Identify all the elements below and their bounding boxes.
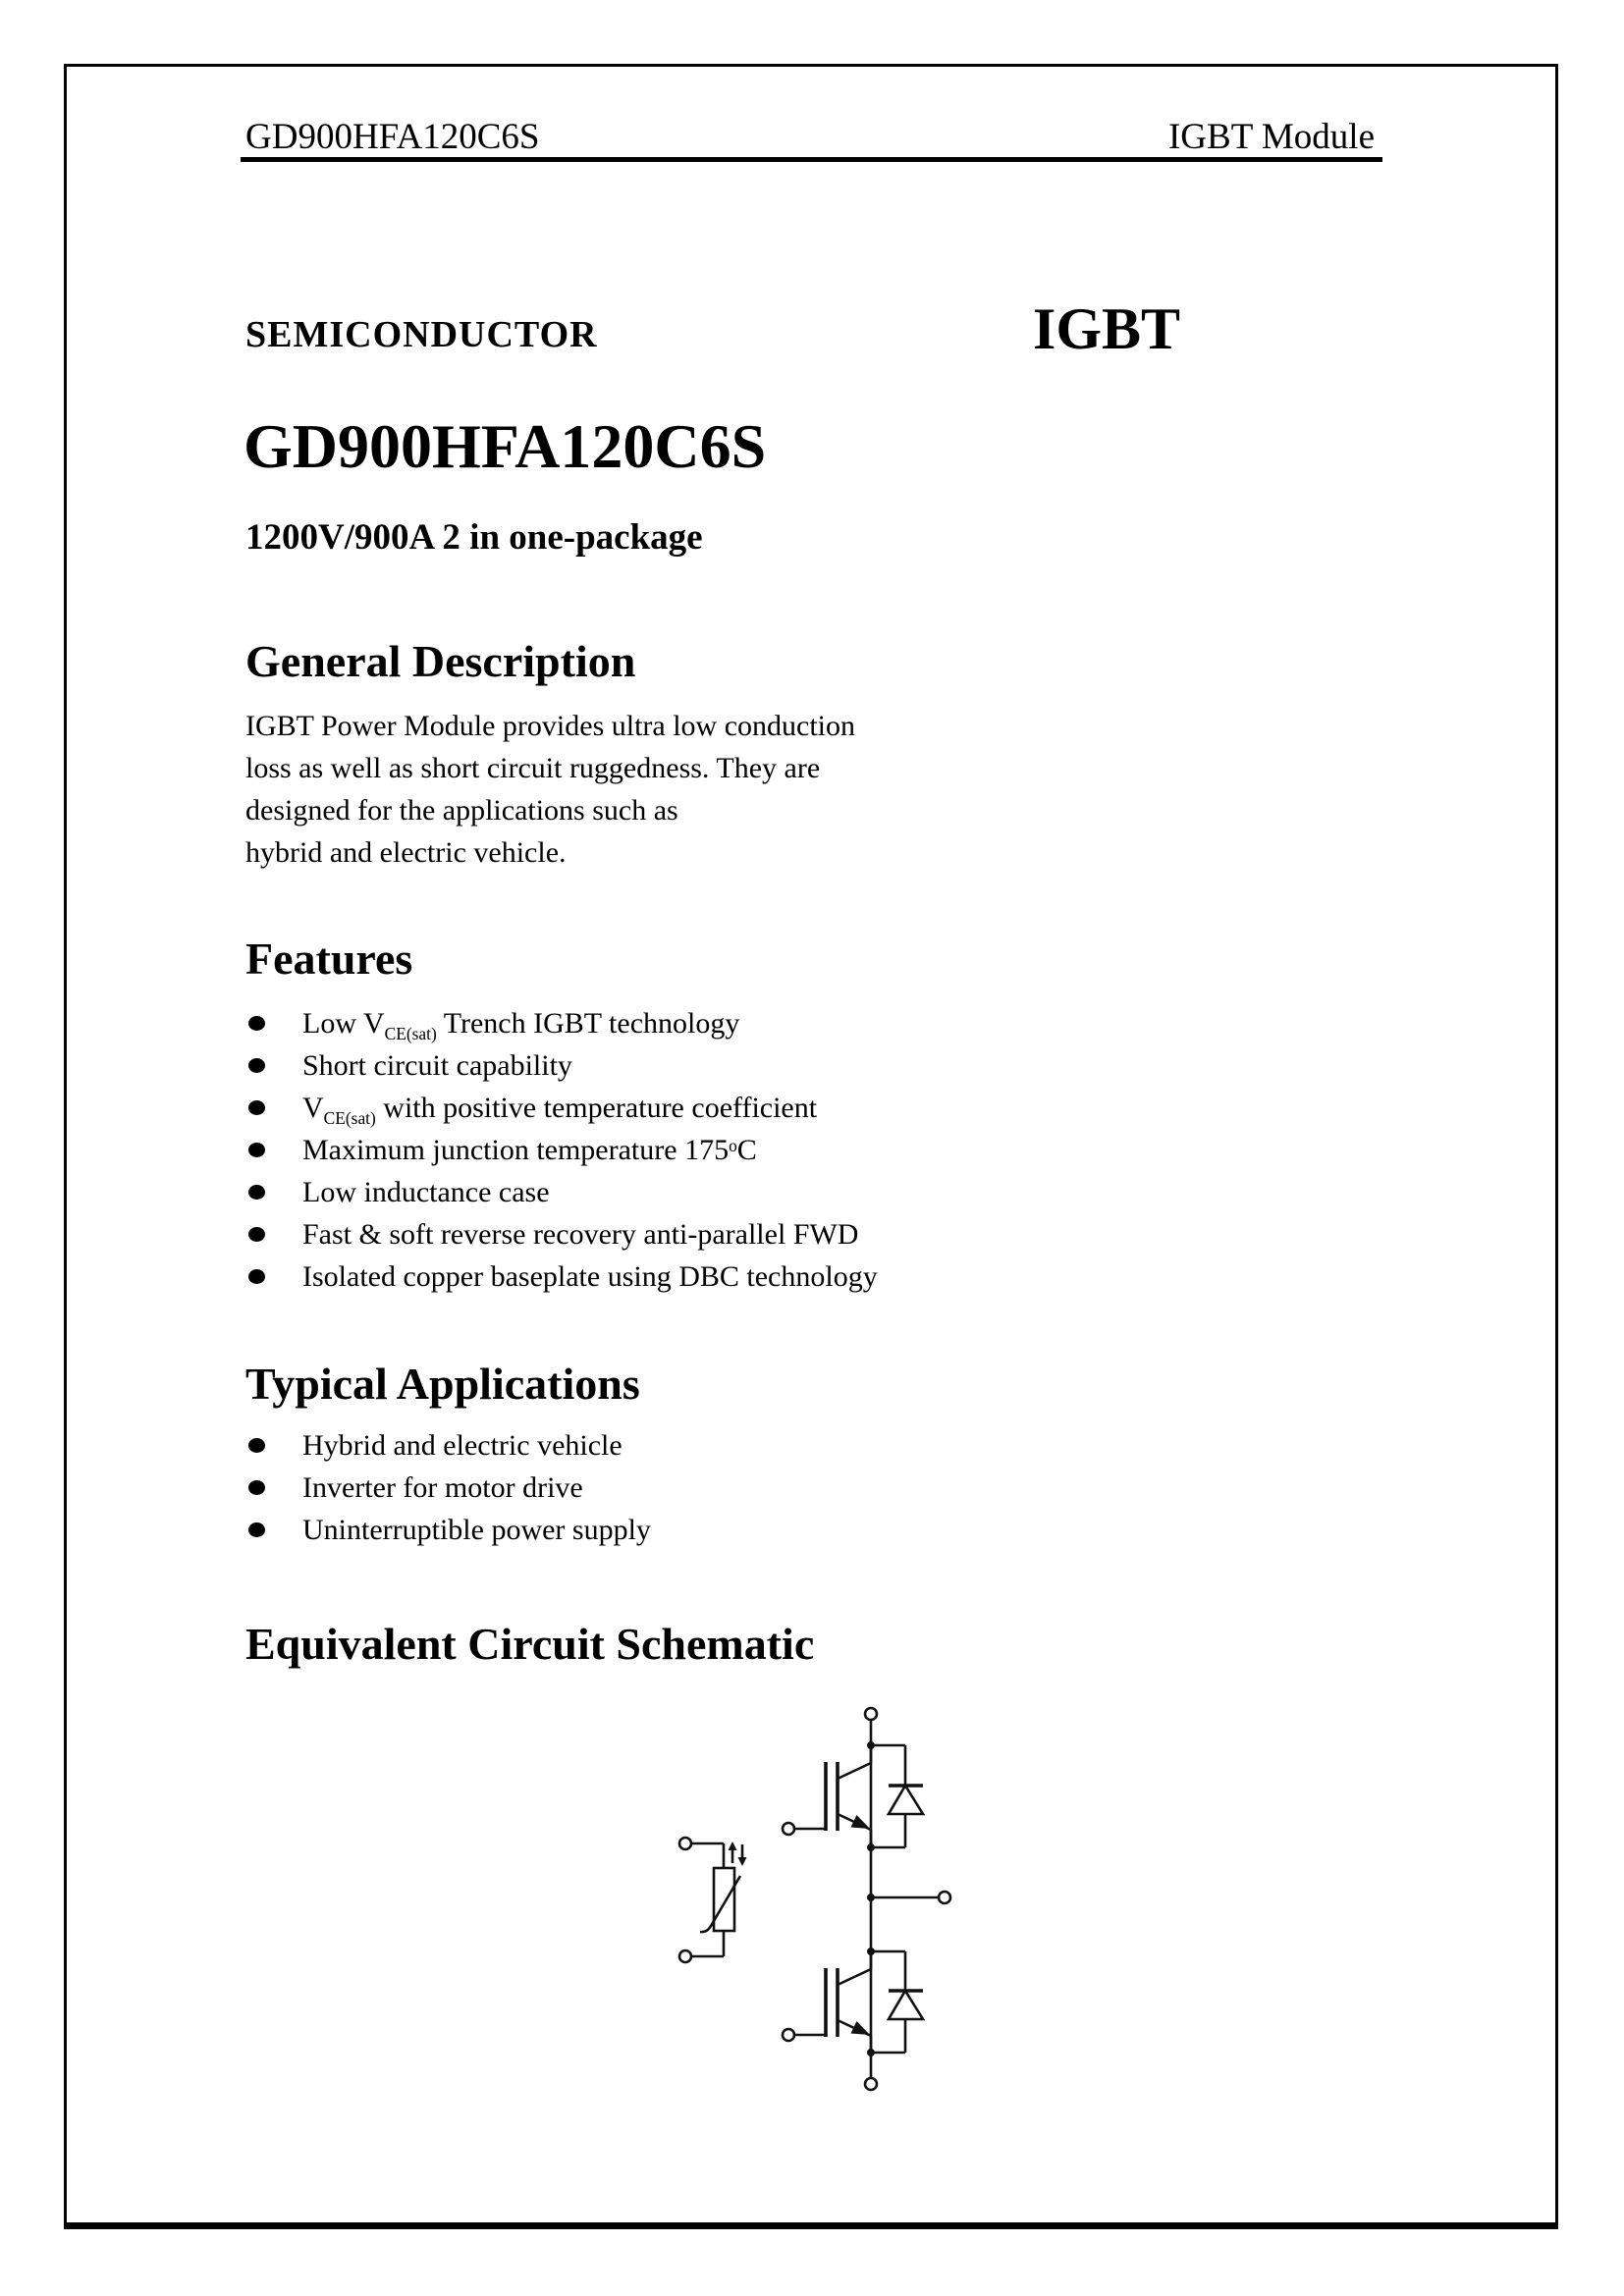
igbt-upper-symbol bbox=[783, 1745, 871, 1847]
list-item bbox=[248, 1087, 878, 1129]
bullet-icon bbox=[248, 1522, 265, 1537]
list-item bbox=[248, 1002, 878, 1044]
list-item-text: Hybrid and electric vehicle bbox=[302, 1428, 623, 1462]
header-doc-type: IGBT Module bbox=[1167, 117, 1375, 157]
terminal-gate-upper bbox=[783, 1823, 794, 1835]
list-item-text: Low $V_{CE(sat)}$ Trench IGBT technology bbox=[302, 1006, 740, 1043]
general-description-text bbox=[245, 705, 855, 874]
thermistor-body bbox=[714, 1868, 734, 1931]
terminal-output bbox=[939, 1892, 950, 1903]
paragraph-line: designed for the applications such as bbox=[245, 794, 678, 827]
paragraph-line: hybrid and electric vehicle. bbox=[245, 836, 567, 869]
list-item bbox=[248, 1424, 651, 1467]
bullet-icon bbox=[248, 1227, 265, 1242]
list-item bbox=[248, 1509, 651, 1551]
part-rating-subtitle: 1200V/900A 2 in one-package bbox=[245, 517, 703, 558]
section-heading-equivalent-circuit: Equivalent Circuit Schematic bbox=[245, 1619, 815, 1669]
paragraph-line: loss as well as short circuit ruggedness. They are bbox=[245, 752, 821, 784]
list-item bbox=[248, 1467, 651, 1509]
bullet-icon bbox=[248, 1143, 265, 1157]
thermistor-arrows-icon bbox=[729, 1842, 747, 1866]
thermistor-terminal-top bbox=[679, 1838, 691, 1849]
diode-upper-symbol bbox=[871, 1745, 923, 1847]
emitter-arrow-lower bbox=[851, 2021, 871, 2035]
list-item-text: Isolated copper baseplate using DBC technology bbox=[302, 1259, 878, 1293]
features-list bbox=[248, 1002, 878, 1298]
bullet-icon bbox=[248, 1058, 265, 1073]
list-item bbox=[248, 1255, 878, 1298]
list-item bbox=[248, 1213, 878, 1255]
list-item-text: Low inductance case bbox=[302, 1175, 550, 1208]
list-item-text: Short circuit capability bbox=[302, 1048, 572, 1082]
section-heading-typical-applications: Typical Applications bbox=[245, 1359, 640, 1409]
header-rule bbox=[241, 157, 1382, 162]
list-item bbox=[248, 1129, 878, 1171]
section-heading-features: Features bbox=[245, 934, 413, 984]
ntc-thermistor-symbol bbox=[679, 1838, 747, 1962]
list-item bbox=[248, 1171, 878, 1213]
bullet-icon bbox=[248, 1269, 265, 1284]
list-item-text: Uninterruptible power supply bbox=[302, 1513, 651, 1546]
list-item-text: $V_{CE(sat)}$ with positive temperature coefficient bbox=[302, 1091, 818, 1128]
section-heading-general-description: General Description bbox=[245, 636, 636, 686]
bullet-icon bbox=[248, 1480, 265, 1495]
applications-list bbox=[248, 1424, 651, 1551]
list-item bbox=[248, 1044, 878, 1087]
list-item-text: Maximum junction temperature 175$^o$C bbox=[302, 1133, 757, 1166]
diode-lower-symbol bbox=[871, 1951, 923, 2053]
emitter-arrow-upper bbox=[851, 1815, 871, 1829]
list-item-text: Inverter for motor drive bbox=[302, 1470, 583, 1504]
bullet-icon bbox=[248, 1185, 265, 1200]
terminal-emitter bbox=[865, 2078, 877, 2090]
terminal-collector bbox=[865, 1708, 877, 1720]
product-family-mark: IGBT bbox=[1033, 296, 1181, 361]
header-model: GD900HFA120C6S bbox=[245, 117, 540, 157]
part-number-title: GD900HFA120C6S bbox=[244, 411, 767, 481]
paragraph-line: IGBT Power Module provides ultra low conduction bbox=[245, 710, 856, 742]
terminal-gate-lower bbox=[783, 2029, 794, 2041]
thermistor-terminal-bottom bbox=[679, 1950, 691, 1962]
bullet-icon bbox=[248, 1100, 265, 1115]
list-item-text: Fast & soft reverse recovery anti-parallel FWD bbox=[302, 1217, 859, 1251]
equivalent-circuit-schematic bbox=[609, 1669, 1041, 2110]
igbt-lower-symbol bbox=[783, 1951, 871, 2053]
brand-label: SEMICONDUCTOR bbox=[245, 314, 598, 355]
bullet-icon bbox=[248, 1438, 265, 1453]
bullet-icon bbox=[248, 1016, 265, 1031]
